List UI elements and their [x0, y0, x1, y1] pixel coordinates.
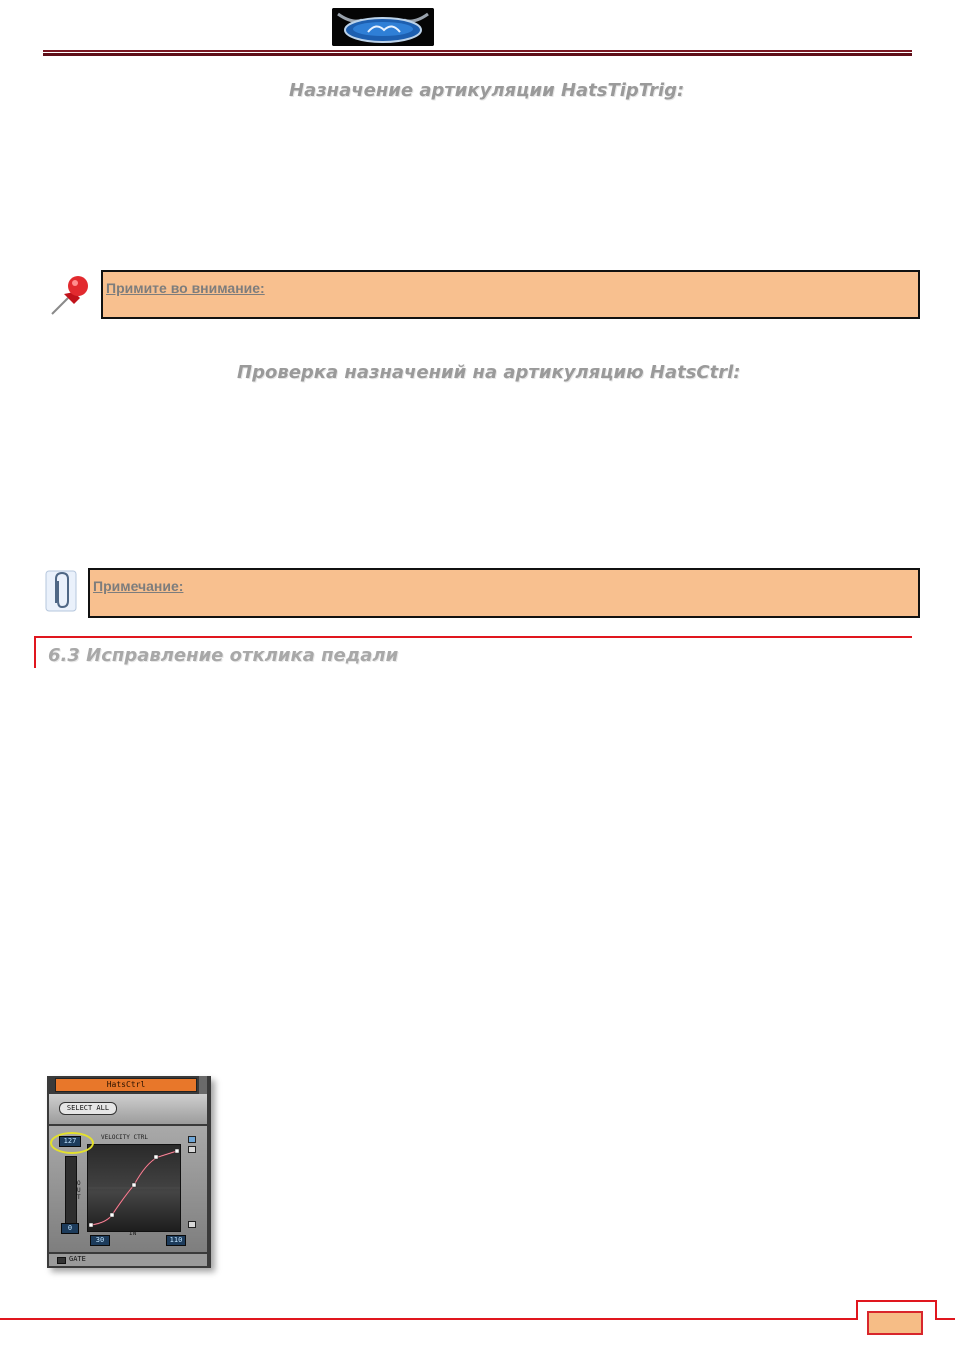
out-axis-label: OUT — [77, 1180, 81, 1201]
footer-tab-edge — [856, 1300, 858, 1320]
callout-label: Примите во внимание: — [106, 280, 265, 296]
in-min-value[interactable]: 30 — [90, 1235, 110, 1246]
curve-title: VELOCITY CTRL — [101, 1134, 148, 1141]
in-max-value[interactable]: 110 — [166, 1235, 186, 1246]
velocity-control-panel-screenshot — [47, 1076, 211, 1268]
subsection-heading-hatstiptrig: Назначение артикуляции HatsTipTrig: — [289, 80, 685, 101]
footer-tab-top — [856, 1300, 937, 1302]
articulation-name-field[interactable]: HatsCtrl — [55, 1078, 197, 1092]
header-rule — [43, 50, 912, 52]
footer-rule — [0, 1318, 858, 1320]
page-number-box — [867, 1311, 923, 1335]
attention-callout — [101, 270, 920, 319]
plugin-footer — [49, 1254, 207, 1266]
curve-mode-button[interactable] — [188, 1136, 196, 1143]
velocity-curve-editor[interactable] — [87, 1144, 181, 1232]
note-callout — [88, 568, 920, 618]
footer-tab-edge — [935, 1300, 937, 1320]
plugin-toolbar — [49, 1094, 207, 1124]
in-axis-label: IN — [129, 1230, 137, 1237]
curve-reset-button[interactable] — [188, 1221, 196, 1228]
section-rule — [34, 636, 912, 638]
out-range-slider[interactable] — [65, 1156, 77, 1224]
paperclip-icon — [44, 567, 80, 613]
gate-label: GATE — [69, 1255, 86, 1263]
callout-label: Примечание: — [93, 578, 184, 594]
section-title: 6.3 Исправление отклика педали — [48, 645, 399, 666]
gate-toggle[interactable] — [57, 1257, 66, 1264]
subsection-heading-hatsctrl: Проверка назначений на артикуляцию HatsCtrl: — [237, 362, 741, 383]
curve-preset-button[interactable] — [188, 1146, 196, 1153]
pushpin-icon — [46, 272, 92, 318]
out-max-value[interactable]: 127 — [59, 1136, 81, 1147]
scrollbar[interactable] — [199, 1076, 207, 1094]
select-all-button[interactable]: SELECT ALL — [59, 1102, 117, 1115]
section-rule-edge — [34, 636, 36, 668]
footer-rule-right — [937, 1318, 955, 1320]
dfh-logo-icon — [332, 8, 434, 46]
header-rule-thick — [43, 53, 912, 56]
highlight-ellipse — [50, 1132, 94, 1154]
out-min-value[interactable]: 0 — [61, 1223, 79, 1234]
